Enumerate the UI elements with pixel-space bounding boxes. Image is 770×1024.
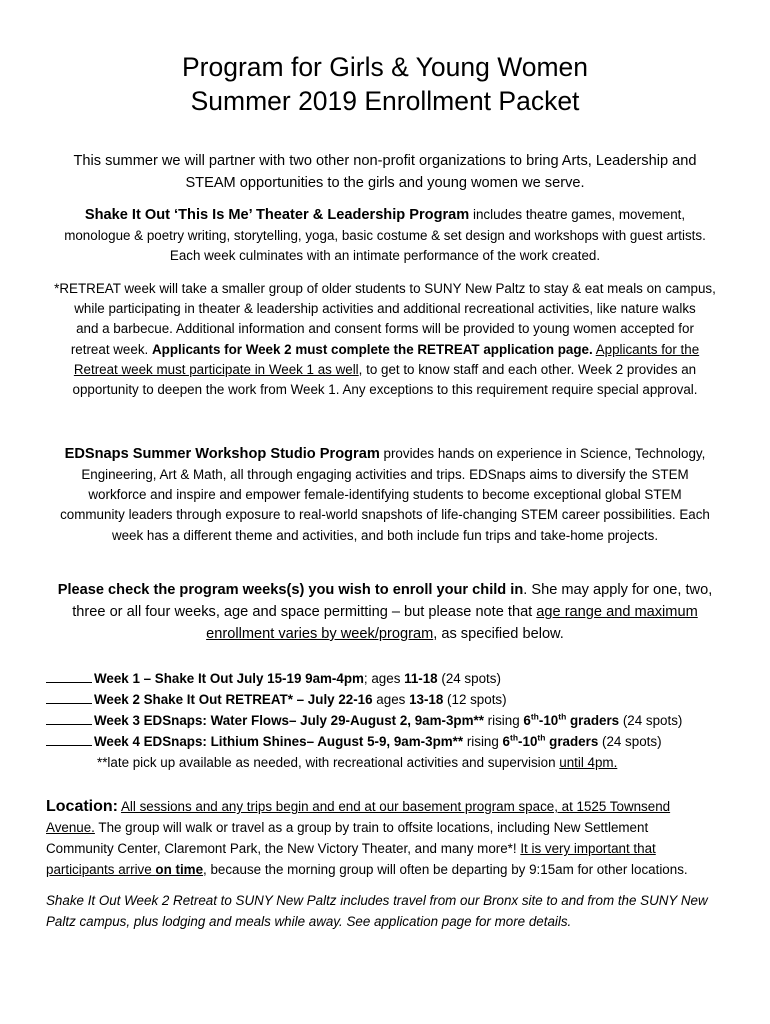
- location-underlined: participants arrive: [46, 862, 156, 877]
- ordinal-suffix: th: [510, 732, 519, 743]
- location-text: , because the morning group will often be departing by 9:15am for other locations.: [203, 862, 688, 877]
- ordinal-suffix: th: [558, 711, 567, 722]
- week-title: Week 2 Shake It Out RETREAT* – July 22-16: [94, 692, 373, 707]
- enroll-underlined: enrollment varies by week/program: [206, 626, 434, 642]
- shake-it-out-paragraph: [20, 204, 750, 266]
- pickup-note-underlined: until 4pm.: [559, 755, 618, 770]
- retreat-paragraph: [20, 279, 750, 400]
- location-line-3: [46, 838, 736, 859]
- location-underlined: It is very important that: [520, 841, 656, 856]
- location-underlined: All sessions and any trips begin and end at our basement program space, at 1525 Townsend: [120, 799, 671, 814]
- enroll-text: . She may apply for one, two,: [523, 582, 713, 598]
- retreat-text: , to get to know staff and each other. Week 2 provides an: [358, 361, 697, 377]
- week-option-2: [46, 689, 682, 710]
- grade-start: 6: [502, 734, 510, 749]
- retreat-travel-note: [46, 890, 736, 932]
- enroll-bold: Please check the program weeks(s) you wish to enroll your child in: [57, 582, 524, 598]
- week-1-checkbox-blank[interactable]: [46, 670, 92, 683]
- location-text: Community Center, Claremont Park, the New Victory Theater, and many more*!: [46, 841, 521, 856]
- shake-heading: Shake It Out ‘This Is Me’ Theater & Leadership Program: [84, 207, 470, 223]
- week-title: Week 3 EDSnaps: Water Flows– July 29-August 2, 9am-3pm**: [94, 713, 484, 728]
- retreat-text: retreat week.: [70, 341, 152, 357]
- week-spots: (24 spots): [437, 671, 501, 686]
- week-4-checkbox-blank[interactable]: [46, 733, 92, 746]
- week-grades: [503, 734, 599, 749]
- week-text: rising: [463, 734, 503, 749]
- shake-line: monologue & poetry writing, storytelling, yoga, basic costume & set design and workshops with guest artists.: [64, 228, 706, 243]
- retreat-underlined: Retreat week must participate in Week 1 as well: [73, 361, 359, 377]
- edsnaps-line: week has a different theme and activities, and both include fun trips and take-home projects.: [111, 527, 659, 543]
- ordinal-suffix: th: [537, 732, 546, 743]
- week-text: rising: [483, 713, 524, 728]
- week-options-list: [46, 668, 682, 773]
- page-title: [0, 50, 770, 118]
- grade-start: 6: [523, 713, 531, 728]
- retreat-note-line: Shake It Out Week 2 Retreat to SUNY New Paltz includes travel from our Bronx site to and from the SUNY New: [46, 893, 708, 908]
- enroll-text: three or all four weeks, age and space permitting – but please note that: [72, 604, 537, 620]
- pickup-note-text: **late pick up available as needed, with recreational activities and supervision: [97, 755, 560, 770]
- enroll-instructions: [20, 579, 750, 645]
- week-title: Week 1 – Shake It Out July 15-19 9am-4pm: [94, 671, 364, 686]
- shake-line: Each week culminates with an intimate performance of the work created.: [169, 248, 601, 264]
- shake-line-1-text: includes theatre games, movement,: [469, 207, 686, 222]
- week-spots: (12 spots): [443, 692, 507, 707]
- location-underlined: Avenue.: [46, 820, 95, 835]
- enroll-line-1: [20, 579, 750, 601]
- edsnaps-heading: EDSnaps Summer Workshop Studio Program: [64, 446, 380, 462]
- enroll-text: , as specified below.: [433, 626, 564, 642]
- edsnaps-line: Engineering, Art & Math, all through engaging activities and trips. EDSnaps aims to diversify the STEM: [81, 467, 689, 482]
- edsnaps-line: community leaders through exposure to real-world snapshots of life-changing STEM career possibilities. Each: [60, 507, 710, 523]
- week-option-4: [46, 731, 682, 752]
- retreat-underlined: Applicants for the: [595, 341, 700, 357]
- on-time-emphasis: on time: [155, 862, 204, 877]
- grade-word: graders: [545, 734, 599, 749]
- retreat-line: *RETREAT week will take a smaller group of older students to SUNY New Paltz to stay & eat meals on campus,: [54, 281, 716, 296]
- edsnaps-line-1: [20, 443, 750, 465]
- location-text: The group will walk or travel as a group by train to offsite locations, including New Settlement: [94, 820, 649, 835]
- edsnaps-line: workforce and inspire and empower female-identifying students to become exceptional global STEM: [88, 487, 682, 503]
- grade-end: -10: [518, 734, 538, 749]
- week-spots: (24 spots): [619, 713, 683, 728]
- retreat-line: opportunity to deepen the work from Week 1. Any exceptions to this requirement require special approval.: [72, 382, 698, 398]
- retreat-note-line: Paltz campus, plus lodging and meals while away. See application page for more details.: [46, 914, 572, 929]
- grade-end: -10: [538, 713, 559, 728]
- week-grades: [523, 713, 619, 728]
- week-title: Week 4 EDSnaps: Lithium Shines– August 5-9, 9am-3pm**: [94, 734, 464, 749]
- intro-line: This summer we will partner with two other non-profit organizations to bring Arts, Leadership and: [73, 153, 697, 169]
- week-2-checkbox-blank[interactable]: [46, 691, 92, 704]
- location-line-1: [46, 796, 736, 817]
- intro-paragraph: [20, 150, 750, 194]
- week-option-3: [46, 710, 682, 731]
- edsnaps-text: provides hands on experience in Science, Technology,: [379, 446, 706, 461]
- location-label: Location:: [46, 798, 118, 815]
- intro-line: STEAM opportunities to the girls and young women we serve.: [185, 175, 585, 191]
- week-text: ; ages: [363, 671, 405, 686]
- week-ages: 11-18: [404, 671, 438, 686]
- location-line-2: [46, 817, 736, 838]
- grade-word: graders: [566, 713, 620, 728]
- shake-line-1: [20, 204, 750, 226]
- retreat-line-5: [20, 360, 750, 380]
- title-line-2: Summer 2019 Enrollment Packet: [190, 86, 580, 116]
- week-3-checkbox-blank[interactable]: [46, 712, 92, 725]
- location-paragraph: [46, 796, 736, 880]
- pickup-note: [46, 752, 682, 773]
- title-line-1: Program for Girls & Young Women: [181, 52, 589, 82]
- week-spots: (24 spots): [598, 734, 662, 749]
- retreat-line: while participating in theater & leadership activities and additional recreational activities, like nature walks: [74, 301, 696, 317]
- retreat-line: and a barbecue. Additional information and consent forms will be provided to young women accepted for: [76, 321, 694, 337]
- week-text: ages: [372, 692, 410, 707]
- week-option-1: [46, 668, 682, 689]
- location-line-4: [46, 859, 736, 880]
- enroll-line-3: [20, 623, 750, 645]
- week-ages: 13-18: [409, 692, 444, 707]
- edsnaps-paragraph: [20, 443, 750, 546]
- enroll-underlined: age range and maximum: [536, 604, 698, 620]
- enroll-line-2: [20, 601, 750, 623]
- retreat-line-4: [20, 340, 750, 360]
- retreat-requirement: Applicants for Week 2 must complete the RETREAT application page.: [151, 341, 593, 357]
- ordinal-suffix: th: [530, 711, 539, 722]
